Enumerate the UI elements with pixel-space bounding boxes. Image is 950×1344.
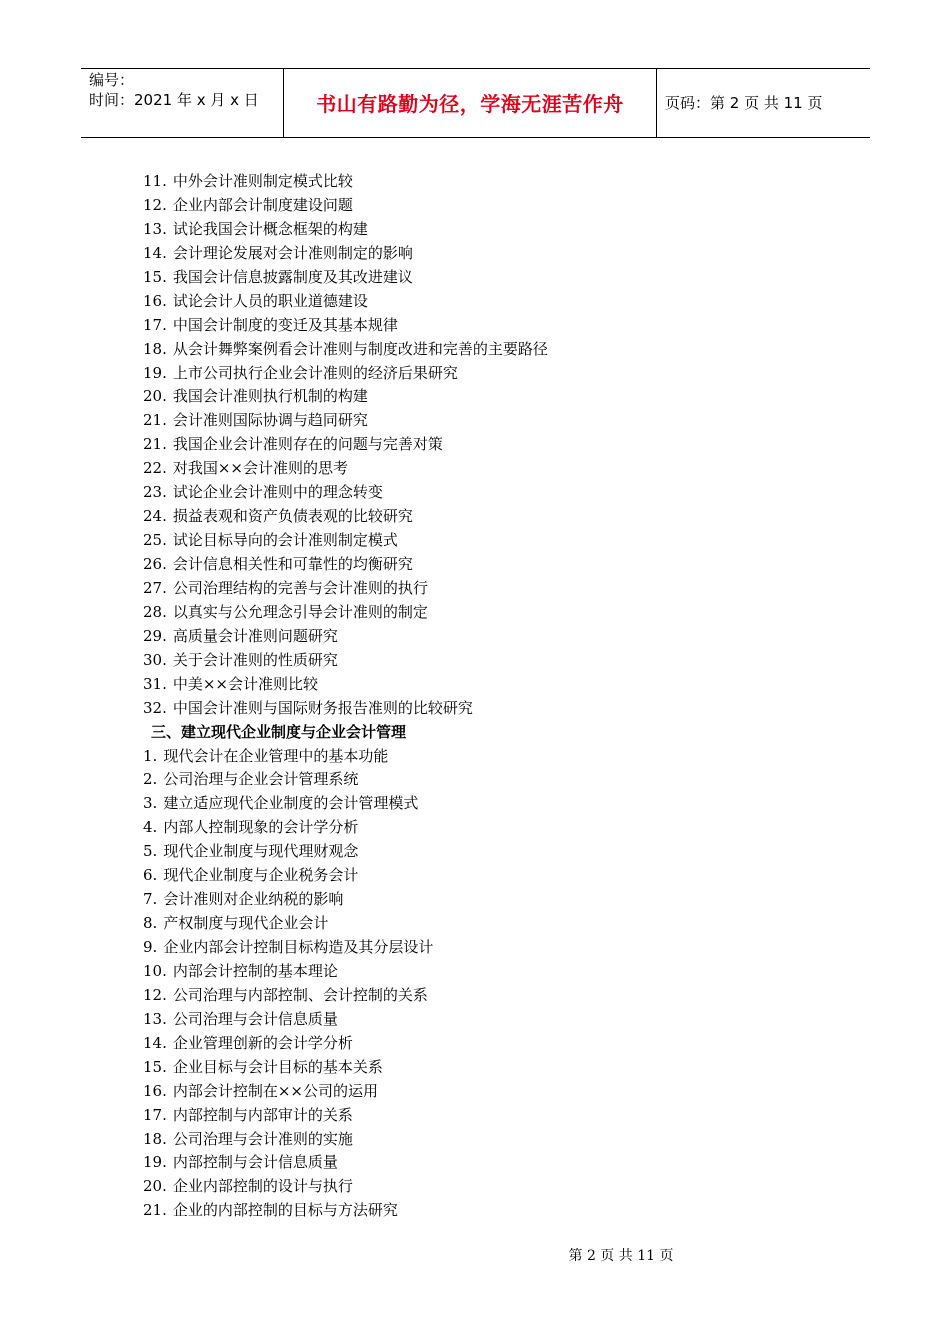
list-item xyxy=(143,745,843,769)
list-item-text: 试论企业会计准则中的理念转变 xyxy=(172,483,383,502)
list-item xyxy=(143,864,843,888)
list-item xyxy=(143,673,843,697)
list-item xyxy=(143,888,843,912)
list-item xyxy=(143,1104,843,1128)
list-item-number: 17. xyxy=(143,1105,167,1124)
list-item xyxy=(143,1175,843,1199)
list-item xyxy=(143,242,843,266)
list-item-number: 20. xyxy=(143,1177,167,1196)
list-item-text: 企业管理创新的会计学分析 xyxy=(172,1033,353,1052)
page-footer: 第 2 页 共 11 页 xyxy=(568,1248,674,1264)
list-item-number: 29. xyxy=(143,626,167,645)
list-item-number: 18. xyxy=(143,339,167,358)
list-item-number: 16. xyxy=(143,291,167,310)
list-item xyxy=(143,697,843,721)
list-item-text: 公司治理与会计信息质量 xyxy=(172,1009,338,1028)
list-item-text: 内部会计控制在××公司的运用 xyxy=(172,1081,378,1100)
list-item-text: 中国会计制度的变迁及其基本规律 xyxy=(172,315,398,334)
topic-list xyxy=(143,170,843,1223)
list-item xyxy=(143,362,843,386)
list-item xyxy=(143,792,843,816)
list-item xyxy=(143,1056,843,1080)
list-item-number: 16. xyxy=(143,1081,167,1100)
list-item xyxy=(143,816,843,840)
list-item-number: 14. xyxy=(143,1033,167,1052)
header-motto: 书山有路勤为径，学海无涯苦作舟 xyxy=(316,92,624,116)
list-item-text: 试论目标导向的会计准则制定模式 xyxy=(172,531,398,550)
list-item xyxy=(143,529,843,553)
list-item-number: 20. xyxy=(143,387,167,406)
list-item-text: 企业目标与会计目标的基本关系 xyxy=(172,1057,383,1076)
header-meta-cell xyxy=(81,69,284,137)
list-item xyxy=(143,218,843,242)
list-item-text: 内部控制与会计信息质量 xyxy=(172,1153,338,1172)
list-item xyxy=(143,505,843,529)
list-item xyxy=(143,649,843,673)
list-item-number: 26. xyxy=(143,555,167,573)
list-item-text: 中外会计准则制定模式比较 xyxy=(172,172,353,190)
list-item-number: 1. xyxy=(143,746,158,765)
list-item-number: 22. xyxy=(143,459,167,478)
list-item-number: 28. xyxy=(143,602,167,621)
list-item xyxy=(143,601,843,625)
list-item xyxy=(143,912,843,936)
list-item-number: 4. xyxy=(143,818,158,837)
list-item-number: 17. xyxy=(143,315,167,334)
list-item xyxy=(143,457,843,481)
header-motto-cell xyxy=(284,69,657,137)
list-item-text: 对我国××会计准则的思考 xyxy=(172,459,348,478)
list-item-text: 企业内部会计制度建设问题 xyxy=(172,195,353,214)
list-item-number: 23. xyxy=(143,483,167,502)
list-item-text: 内部人控制现象的会计学分析 xyxy=(163,818,359,837)
document-number-label: 编号： xyxy=(89,71,135,89)
list-item-text: 企业内部会计控制目标构造及其分层设计 xyxy=(163,938,434,956)
list-item xyxy=(143,577,843,601)
list-item-text: 试论会计人员的职业道德建设 xyxy=(172,291,368,310)
list-item-number: 30. xyxy=(143,650,167,669)
list-item xyxy=(143,433,843,457)
list-item-text: 损益表观和资产负债表观的比较研究 xyxy=(172,507,413,526)
list-item xyxy=(143,553,843,577)
section-heading: 三、建立现代企业制度与企业会计管理 xyxy=(151,722,407,741)
list-item-text: 内部会计控制的基本理论 xyxy=(172,961,338,980)
list-item-number: 15. xyxy=(143,267,167,286)
list-item-text: 我国会计信息披露制度及其改进建议 xyxy=(172,267,413,286)
list-item xyxy=(143,936,843,960)
list-item-number: 19. xyxy=(143,1153,167,1172)
list-item-number: 12. xyxy=(143,985,167,1004)
list-item xyxy=(143,1151,843,1175)
list-item-number: 3. xyxy=(143,794,158,813)
list-item xyxy=(143,625,843,649)
list-item-number: 12. xyxy=(143,195,167,214)
list-item-text: 现代会计在企业管理中的基本功能 xyxy=(163,746,389,765)
list-item-text: 现代企业制度与企业税务会计 xyxy=(163,866,359,885)
list-item-number: 9. xyxy=(143,938,158,956)
list-item xyxy=(143,170,843,194)
list-item xyxy=(143,338,843,362)
list-item-text: 公司治理与内部控制、会计控制的关系 xyxy=(172,985,428,1004)
list-item xyxy=(143,266,843,290)
list-item-number: 32. xyxy=(143,698,167,717)
list-item-number: 21. xyxy=(143,435,167,454)
list-item xyxy=(143,840,843,864)
list-item-number: 24. xyxy=(143,507,167,526)
list-item-text: 试论我国会计概念框架的构建 xyxy=(172,219,368,238)
list-item-text: 内部控制与内部审计的关系 xyxy=(172,1105,353,1124)
header-page-cell xyxy=(657,69,870,137)
list-item-number: 25. xyxy=(143,531,167,550)
list-item-number: 13. xyxy=(143,219,167,238)
list-item-number: 5. xyxy=(143,842,158,861)
list-item-number: 13. xyxy=(143,1009,167,1028)
list-item-text: 中美××会计准则比较 xyxy=(172,674,318,693)
list-item-number: 7. xyxy=(143,890,158,909)
list-item-number: 6. xyxy=(143,866,158,885)
list-item xyxy=(143,194,843,218)
list-item-text: 企业的内部控制的目标与方法研究 xyxy=(172,1201,398,1220)
list-item-text: 关于会计准则的性质研究 xyxy=(172,650,338,669)
list-item xyxy=(143,314,843,338)
list-item-text: 上市公司执行企业会计准则的经济后果研究 xyxy=(172,363,458,382)
list-item xyxy=(143,960,843,984)
list-item-text: 公司治理与企业会计管理系统 xyxy=(163,770,359,789)
list-item-number: 19. xyxy=(143,363,167,382)
list-item-number: 31. xyxy=(143,674,167,693)
list-item-number: 21. xyxy=(143,411,167,430)
list-item-number: 2. xyxy=(143,770,158,789)
list-item-number: 8. xyxy=(143,914,158,933)
list-item-number: 18. xyxy=(143,1129,167,1148)
list-item-text: 从会计舞弊案例看会计准则与制度改进和完善的主要路径 xyxy=(172,339,548,358)
list-item xyxy=(143,1032,843,1056)
list-item-number: 21. xyxy=(143,1201,167,1220)
list-item-text: 以真实与公允理念引导会计准则的制定 xyxy=(172,602,428,621)
list-item xyxy=(143,1128,843,1152)
list-item xyxy=(143,1199,843,1223)
list-item-text: 会计信息相关性和可靠性的均衡研究 xyxy=(172,555,413,573)
list-item-number: 11. xyxy=(143,172,167,190)
list-item xyxy=(143,385,843,409)
list-item-text: 产权制度与现代企业会计 xyxy=(163,914,329,933)
list-item-number: 27. xyxy=(143,578,167,597)
list-item xyxy=(143,984,843,1008)
document-date: 时间：2021 年 x 月 x 日 xyxy=(89,91,259,109)
list-item-text: 我国企业会计准则存在的问题与完善对策 xyxy=(172,435,443,454)
list-item-text: 会计准则对企业纳税的影响 xyxy=(163,890,344,909)
list-item-number: 15. xyxy=(143,1057,167,1076)
list-item-text: 会计准则国际协调与趋同研究 xyxy=(172,411,368,430)
list-item xyxy=(143,481,843,505)
list-item-text: 中国会计准则与国际财务报告准则的比较研究 xyxy=(172,698,473,717)
list-item xyxy=(143,290,843,314)
page-header xyxy=(81,68,870,138)
list-item-text: 我国会计准则执行机制的构建 xyxy=(172,387,368,406)
list-item-text: 现代企业制度与现代理财观念 xyxy=(163,842,359,861)
list-item-text: 公司治理结构的完善与会计准则的执行 xyxy=(172,578,428,597)
list-item-text: 公司治理与会计准则的实施 xyxy=(172,1129,353,1148)
list-item xyxy=(143,1008,843,1032)
list-item xyxy=(143,768,843,792)
list-item-number: 14. xyxy=(143,243,167,262)
list-item-number: 10. xyxy=(143,961,167,980)
list-item-text: 会计理论发展对会计准则制定的影响 xyxy=(172,243,413,262)
list-item xyxy=(143,409,843,433)
list-item xyxy=(143,1080,843,1104)
list-item-text: 建立适应现代企业制度的会计管理模式 xyxy=(163,794,419,813)
header-page-info: 页码：第 2 页 共 11 页 xyxy=(665,94,823,112)
list-item-text: 高质量会计准则问题研究 xyxy=(172,626,338,645)
list-item-text: 企业内部控制的设计与执行 xyxy=(172,1177,353,1196)
